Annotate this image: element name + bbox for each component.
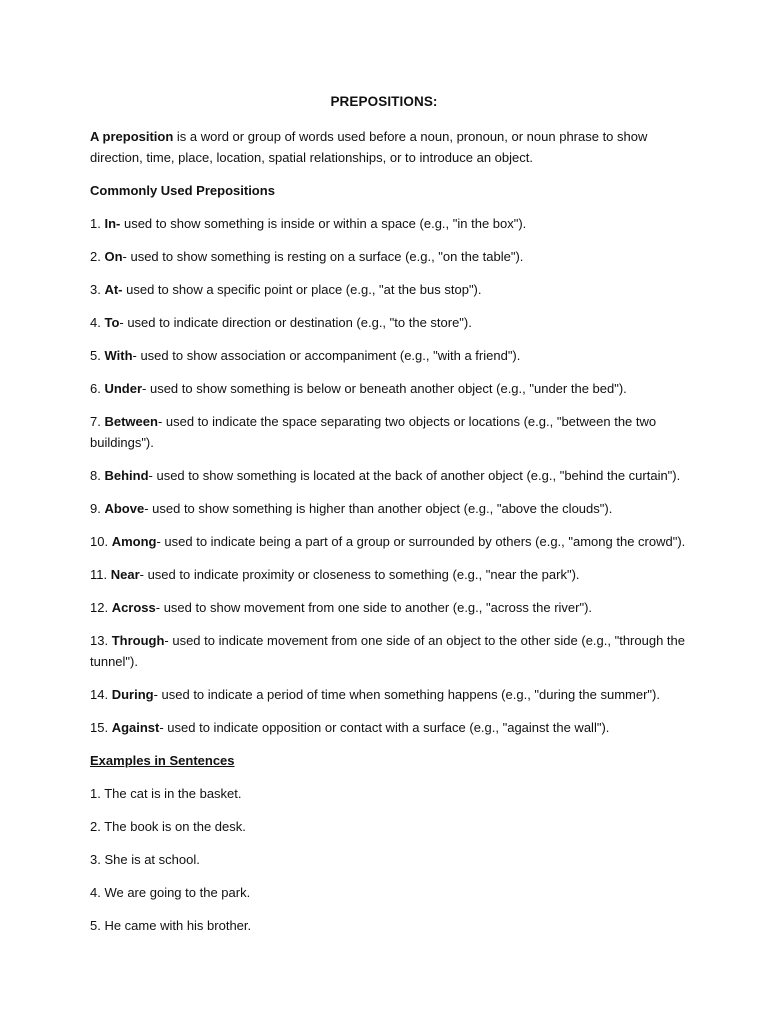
item-description: - used to show movement from one side to another (e.g., "across the river"). [155,600,593,615]
item-number: 8. [90,468,105,483]
item-number: 12. [90,600,112,615]
example-sentence: 4. We are going to the park. [90,885,251,900]
list-item [90,531,690,552]
item-number: 15. [90,720,112,735]
intro-paragraph [90,126,690,168]
list-item [90,498,690,519]
item-description: used to show something is inside or within a space (e.g., "in the box"). [120,216,527,231]
item-word: Among [111,534,157,549]
item-number: 3. [90,282,105,297]
item-word: Across [111,600,156,615]
intro-term: A preposition [90,129,174,144]
item-description: - used to indicate opposition or contact with a surface (e.g., "against the wall"). [159,720,610,735]
list-item [90,411,690,453]
examples-heading: Examples in Sentences [90,753,235,768]
item-description: - used to indicate being a part of a group or surrounded by others (e.g., "among the crowd"). [156,534,686,549]
example-sentence: 3. She is at school. [90,852,200,867]
list-item [90,717,690,738]
item-word: In- [104,216,121,231]
item-description: - used to indicate the space separating two objects or locations (e.g., "between the two buildings"). [90,414,657,450]
item-number: 4. [90,315,105,330]
item-word: Near [110,567,140,582]
item-word: On [104,249,123,264]
list-item [90,597,690,618]
list-item [90,684,690,705]
item-description: - used to indicate direction or destination (e.g., "to the store"). [119,315,472,330]
item-description: - used to indicate a period of time when something happens (e.g., "during the summer"). [153,687,660,702]
item-word: Under [104,381,143,396]
item-description: - used to indicate proximity or closeness to something (e.g., "near the park"). [139,567,580,582]
item-word: Above [104,501,145,516]
example-sentence: 5. He came with his brother. [90,918,252,933]
list-item [90,564,690,585]
list-item [90,630,690,672]
item-description: - used to show something is located at the back of another object (e.g., "behind the curtain"). [148,468,681,483]
item-number: 13. [90,633,112,648]
item-number: 6. [90,381,105,396]
item-description: - used to show something is below or beneath another object (e.g., "under the bed"). [142,381,627,396]
list-item [90,378,690,399]
item-word: At- [104,282,123,297]
item-description: - used to show association or accompaniment (e.g., "with a friend"). [132,348,521,363]
example-sentence: 2. The book is on the desk. [90,819,246,834]
item-description: used to show a specific point or place (e.g., "at the bus stop"). [122,282,482,297]
item-word: To [104,315,120,330]
list-item [90,465,690,486]
item-word: Between [104,414,158,429]
item-description: - used to show something is higher than another object (e.g., "above the clouds"). [144,501,613,516]
document-body [90,126,690,948]
item-number: 9. [90,501,105,516]
item-description: - used to show something is resting on a surface (e.g., "on the table"). [122,249,524,264]
page-title: PREPOSITIONS: [330,94,438,109]
item-word: With [104,348,133,363]
example-sentence: 1. The cat is in the basket. [90,786,242,801]
item-number: 14. [90,687,112,702]
list-item [90,246,690,267]
item-word: During [111,687,154,702]
examples-list [90,783,690,936]
item-word: Behind [104,468,149,483]
item-number: 2. [90,249,105,264]
list-item [90,279,690,300]
item-word: Against [111,720,160,735]
list-item [90,312,690,333]
list-item [90,345,690,366]
item-number: 11. [90,567,111,582]
list-item [90,213,690,234]
item-word: Through [111,633,165,648]
common-prepositions-heading: Commonly Used Prepositions [90,183,275,198]
item-number: 1. [90,216,105,231]
prepositions-list [90,213,690,738]
item-number: 5. [90,348,105,363]
intro-text: is a word or group of words used before a noun, pronoun, or noun phrase to show direction, time, place, location, spatial relationships, or to introduce an object. [90,129,648,165]
item-number: 10. [90,534,112,549]
item-number: 7. [90,414,105,429]
item-description: - used to indicate movement from one side of an object to the other side (e.g., "through the tunnel"). [90,633,685,669]
